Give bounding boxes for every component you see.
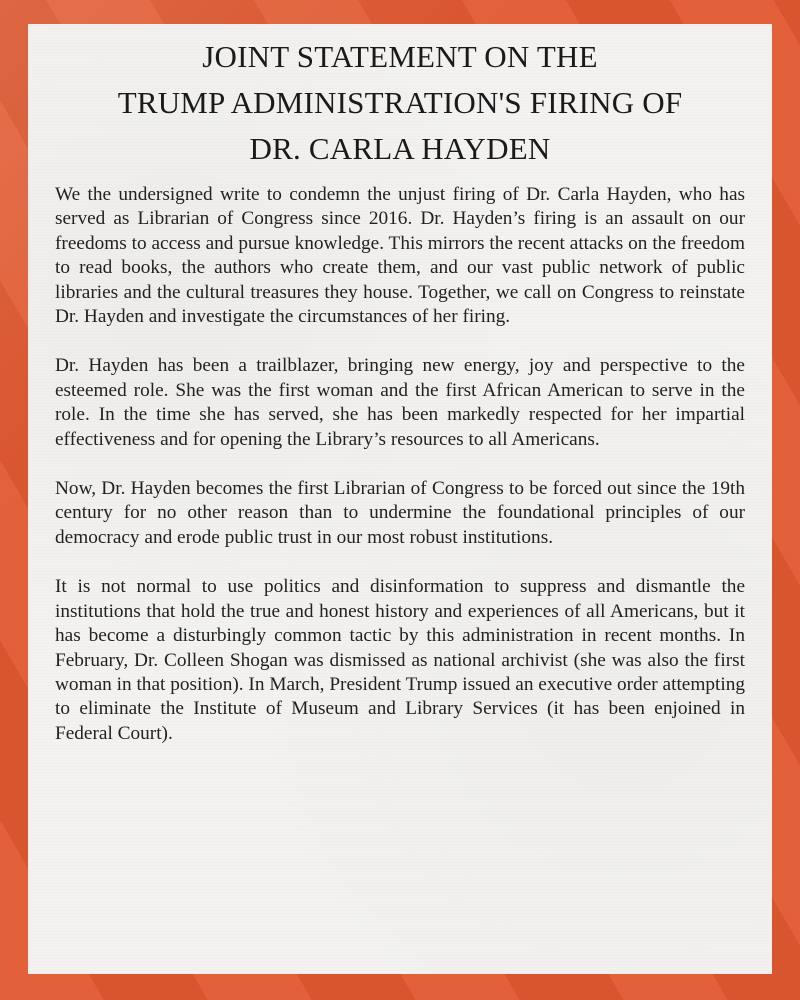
- paragraph-1: We the undersigned write to condemn the unjust firing of Dr. Carla Hayden, who has served as Librarian of Congress since 2016. Dr. Hayden’s firing is an assault on our freedoms to access and pursue knowledge. This mirrors the recent attacks on the freedom to read books, the authors who create them, and our vast public network of public libraries and the cultural treasures they house. Together, we call on Congress to reinstate Dr. Hayden and investigate the circumstances of her firing.: [55, 184, 745, 328]
- title-line-1: JOINT STATEMENT ON THE: [202, 39, 598, 74]
- paragraph-4: It is not normal to use politics and disinformation to suppress and dismantle the institutions that hold the true and honest history and experiences of all Americans, but it has become a disturbingly common tactic by this administration in recent months. In February, Dr. Colleen Shogan was dismissed as national archivist (she was also the first woman in that position). In March, President Trump issued an executive order attempting to eliminate the Institute of Museum and Library Services (it has been enjoined in Federal Court).: [55, 576, 745, 744]
- title-line-2: TRUMP ADMINISTRATION'S FIRING OF: [117, 85, 683, 120]
- statement-paper: [28, 24, 772, 974]
- title-line-3: DR. CARLA HAYDEN: [249, 131, 551, 166]
- paragraph-3: Now, Dr. Hayden becomes the first Librarian of Congress to be forced out since the 19th century for no other reason than to undermine the foundational principles of our democracy and erode public trust in our most robust institutions.: [55, 478, 745, 548]
- statement-title: [55, 34, 745, 172]
- paragraph-2: Dr. Hayden has been a trailblazer, bringing new energy, joy and perspective to the esteemed role. She was the first woman and the first African American to serve in the role. In the time she has served, she has been markedly respected for her impartial effectiveness and for opening the Library’s resources to all Americans.: [55, 355, 745, 450]
- statement-body: [55, 183, 745, 746]
